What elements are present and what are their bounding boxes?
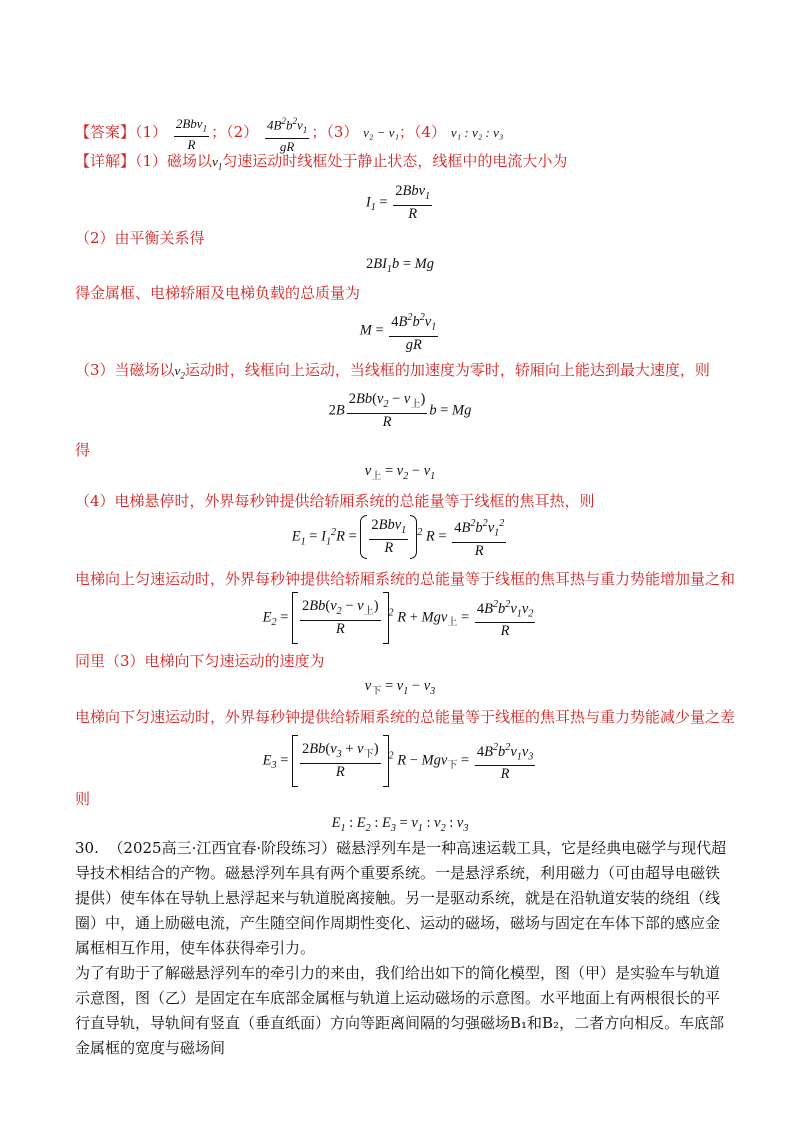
- equation-v-down: $v_下 = v_1 - v_3$: [364, 678, 436, 697]
- equation-ratio: $E_1$ : $E_2$ : $E_3 = v_1$ : $v_2$ : $v_3$: [331, 815, 469, 834]
- question-text-1: 磁悬浮列车是一种高速运载工具，它是经典电磁学与现代超导技术相结合的产物。磁悬浮列车具有两个重要系统。一是悬浮系统，利用磁力（可由超导电磁铁提供）使车体在导轨上悬浮起来与轨道脱离接触。另一是驱动系统，就是在沿轨道安装的绕组（线圈）中，通上励磁电流，产生随空间作周期性变化、运动的磁场，磁场与固定在车体下部的感应金属框相互作用，使车体获得牵引力。: [75, 839, 727, 957]
- answer-1-formula: $\frac{2Bbv_1}{R}$: [175, 115, 208, 153]
- v1-symbol: $v_1$: [212, 154, 223, 172]
- detail-line-2b: 得金属框、电梯轿厢及电梯负载的总质量为: [75, 284, 361, 302]
- detail-line-5: 电梯向上匀速运动时，外界每秒钟提供给轿厢系统的总能量等于线框的焦耳热与重力势能增加量之和: [75, 570, 736, 588]
- equation-e1: $E_1 = I_1^2R$ = $\frac{2Bbv_1}{R}$ $^2$ R = $\frac{4B^2b^2v_1^2}{R}$: [0, 515, 800, 560]
- detail-line-4: （4）电梯悬停时，外界每秒钟提供给轿厢系统的总能量等于线框的焦耳热，则: [75, 492, 595, 510]
- answer-2-formula: $\frac{4B^2b^2v_1}{gR}$: [266, 116, 308, 154]
- equation-v-up: $v_上 = v_2 - v_1$: [364, 463, 436, 482]
- question-30-paragraph-2: 为了有助于了解磁悬浮列车的牵引力的来由，我们给出如下的简化模型，图（甲）是实验车与轨道示意图，图（乙）是固定在车底部金属框与轨道上运动磁场的示意图。水平地面上有两根很长的平行直导轨，导轨间有竖直（垂直纸面）方向等距离间隔的匀强磁场B₁和B₂，二者方向相反。车底部金属框的宽度与磁场间: [75, 964, 725, 1057]
- v2-symbol: $v_2$: [174, 363, 185, 381]
- detail-step-3b: 运动时，线框向上运动，当线框的加速度为零时，轿厢向上能达到最大速度，则: [184, 361, 710, 379]
- question-number: 30.: [75, 839, 99, 857]
- answer-4-formula: v₁ : v₂ : v₃: [450, 125, 504, 140]
- detail-line-2: （2）由平衡关系得: [75, 229, 205, 247]
- answer-part-1-label: （1）: [135, 123, 168, 141]
- question-source: （2025高三·江西宜春·阶段练习）: [108, 839, 337, 857]
- answer-line: [75, 112, 503, 152]
- equation-max-speed: 2B $\frac{2Bb(v_2 - v_上)}{R}$ b = Mg: [328, 391, 472, 430]
- detail-step-3a: （3）当磁场以: [75, 361, 175, 379]
- equation-balance: $2BI_1b = Mg$: [365, 256, 435, 275]
- detail-line-de: 得: [75, 441, 91, 459]
- answer-part-2-label: ；（2）: [211, 123, 259, 141]
- answer-part-4-label: ；（4）: [399, 123, 447, 141]
- detail-step-1a: （1）磁场以: [135, 152, 213, 170]
- answer-tag: 【答案】: [75, 123, 136, 141]
- detail-line-ze: 则: [75, 790, 91, 808]
- equation-current: $I_1$ = $\frac{2Bbv_1}{R}$: [365, 183, 431, 222]
- detail-step-1b: 匀速运动时线框处于静止状态，线框中的电流大小为: [222, 152, 568, 170]
- detail-tag: 【详解】: [75, 152, 136, 170]
- detail-line-3: [75, 360, 710, 386]
- answer-3-formula: v₂ − v₁: [363, 125, 399, 140]
- detail-line-6: 同里（3）电梯向下匀速运动的速度为: [75, 652, 325, 670]
- question-30-paragraph-1: [75, 836, 730, 961]
- detail-line-7: 电梯向下匀速运动时，外界每秒钟提供给轿厢系统的总能量等于线框的焦耳热与重力势能减少量之差: [75, 708, 736, 726]
- equation-mass: M = $\frac{4B^2b^2v_1}{gR}$: [0, 309, 800, 354]
- answer-part-3-label: ；（3）: [311, 123, 359, 141]
- detail-line-1: [75, 151, 567, 177]
- equation-e2: $E_2$ = $\frac{2Bb(v_2 - v_上)}{R}$ $^2$ R + Mgv$_上$ = $\frac{4B^2b^2v_1v_2}{R}$: [0, 592, 800, 644]
- equation-e3: $E_3$ = $\frac{2Bb(v_3 + v_下)}{R}$ $^2$ R − Mgv$_下$ = $\frac{4B^2b^2v_1v_3}{R}$: [0, 735, 800, 787]
